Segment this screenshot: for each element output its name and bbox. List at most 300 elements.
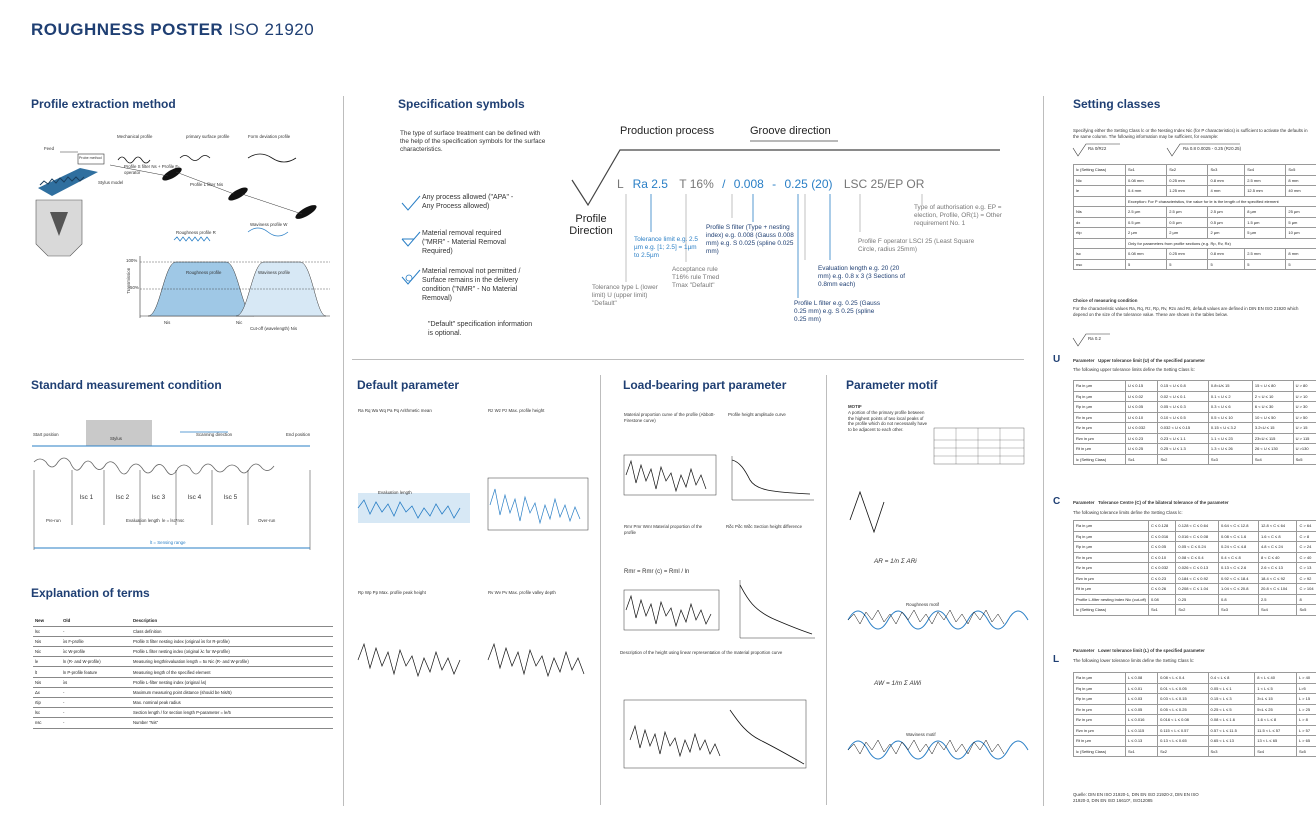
setting-base-row-cell: 5 [1286, 259, 1316, 270]
setting-base-row-cell [1074, 238, 1126, 249]
default-rp: Rp Wp Pp Max. profile peak height [358, 590, 426, 595]
l-row-cell: Sc2 [1158, 746, 1208, 757]
setting-base-row-cell: 2 µm [1167, 228, 1208, 239]
label-nis: Nis [164, 320, 171, 325]
terms-row-cell: Number "Nis" [131, 718, 333, 728]
c-row-cell: C ≤ 0.032 [1148, 563, 1175, 574]
c-row [1074, 542, 1316, 553]
terms-row-cell: Profile L filter nesting index (original λc for W-profile) [131, 647, 333, 657]
u-row-cell: 0.23 < U ≤ 1.1 [1158, 433, 1208, 444]
setting-base-row-cell: 5 [1126, 259, 1167, 270]
setting-base-row-cell: rtip [1074, 228, 1126, 239]
c-row-cell: C ≤ 0.23 [1148, 573, 1175, 584]
u-row-cell: U ≤ 0.02 [1126, 391, 1158, 402]
setting-base-row-cell: 5 [1208, 259, 1245, 270]
c-head [1073, 500, 1229, 506]
u-row-cell: 6 < U ≤ 30 [1252, 402, 1293, 413]
u-row [1074, 433, 1316, 444]
label-overrun: Over-run [258, 518, 276, 523]
sym-T: T 16% [679, 177, 714, 191]
setting-sym1: Ra 0/Rz2 [1088, 146, 1107, 151]
c-row [1074, 573, 1316, 584]
u-row-cell: 0.25 < U ≤ 1.3 [1158, 444, 1208, 455]
spec-tol-limit: Tolerance limit e.g. 2.5 µm e.g. [1; 2.5] = 1µm to 2.5µm [634, 236, 698, 259]
c-row-cell: Sc3 [1219, 605, 1259, 616]
l-row-cell: 13 < L ≤ 65 [1255, 736, 1297, 747]
u-row-cell: Rzx in µm [1074, 433, 1126, 444]
setting-base-row [1074, 238, 1316, 249]
u-row [1074, 454, 1316, 465]
setting-base-row-cell: 0.5 µm [1126, 217, 1167, 228]
terms-row-cell: - [61, 698, 131, 708]
c-row-cell: 8 < C ≤ 40 [1258, 552, 1297, 563]
c-row-cell: 0.24 < C ≤ 4.8 [1219, 542, 1259, 553]
label-U: U [1053, 354, 1061, 365]
heading-setting-classes: Setting classes [1073, 97, 1161, 111]
label-form-deviation: Form deviation profile [248, 134, 291, 139]
terms-row-cell: Profile S filter nesting index (original λs for R-profile) [131, 636, 333, 646]
spec-f-op: Profile F operator LSCI 25 (Least Square Circle, radius 25mm) [858, 238, 975, 253]
spec-tol-type: Tolerance type L (lower limit) U (upper limit) "Default" [592, 284, 658, 307]
l-row-cell: 1.6 < L ≤ 8 [1255, 715, 1297, 726]
spec-mrr-text: Material removal required ("MRR" - Material Removal Required) [422, 230, 506, 255]
c-row-cell: 18.4 < C ≤ 92 [1258, 573, 1297, 584]
l-row-cell: L ≤ 0.01 [1126, 683, 1158, 694]
c-row-cell: 0.128 < C ≤ 0.64 [1176, 521, 1219, 532]
setting-base-row-cell: Sc2 [1167, 165, 1208, 176]
u-row-cell: 23<U ≤ 115 [1252, 433, 1293, 444]
setting-base-row [1074, 165, 1316, 176]
u-row-cell: U > 50 [1293, 412, 1316, 423]
motif-title: MOTIF [848, 404, 862, 409]
c-row-cell: 0.08 < C ≤ 0.4 [1176, 552, 1219, 563]
u-row-cell: 0.032 < U ≤ 0.15 [1158, 423, 1208, 434]
setting-sym2: Ra 0.8 0.0025 - 0.25 (Rz0.25) [1183, 146, 1242, 151]
u-row-cell: U ≤ 0.05 [1126, 402, 1158, 413]
label-seg1: lsc 1 [80, 494, 94, 501]
u-row-cell: Sc5 [1293, 454, 1316, 465]
spec-groove: Groove direction [750, 125, 831, 137]
c-row [1074, 552, 1316, 563]
setting-base-row-cell: 5 [1245, 259, 1286, 270]
l-row-cell: L > 65 [1296, 736, 1316, 747]
c-row-cell: 0.64 < C ≤ 12.8 [1219, 521, 1259, 532]
setting-sym3: Ra 0.2 [1088, 336, 1101, 341]
setting-base-row-cell: Only for parameters from profile sections (e.g. Rp, Rv, Rz) [1126, 238, 1316, 249]
u-row [1074, 391, 1316, 402]
u-row-cell: 1.1 < U ≤ 23 [1208, 433, 1252, 444]
label-traverse: lt = Sensing range [150, 540, 186, 545]
c-row-cell: 0.05 < C ≤ 0.24 [1176, 542, 1219, 553]
spec-l-filter: Profile L filter e.g. 0.25 (Gauss 0.25 mm) e.g. S 0.25 (spline 0.25 mm) [794, 300, 881, 323]
label-100pct: 100% [126, 258, 138, 263]
setting-base-row-cell: nsc [1074, 259, 1126, 270]
l-row-cell: L ≤ 0.016 [1126, 715, 1158, 726]
terms-row-cell: ln P-profile feature [61, 667, 131, 677]
c-row-cell: Rq in µm [1074, 531, 1149, 542]
spec-eval-len: Evaluation length e.g. 20 (20 mm) e.g. 0.8 x 3 (3 Sections of 0.8mm each) [818, 265, 906, 288]
label-50pct: 50% [130, 285, 139, 290]
l-row-cell: 0.03 < L ≤ 0.15 [1158, 694, 1208, 705]
setting-base-row-cell: 0.08 mm [1126, 175, 1167, 186]
label-feed: Feed [44, 146, 55, 151]
c-row-cell: 0.92 < C ≤ 18.4 [1219, 573, 1259, 584]
setting-base-row-cell: 0.5 µm [1167, 217, 1208, 228]
l-row [1074, 725, 1316, 736]
u-row-cell: 0.1 < U ≤ 2 [1208, 391, 1252, 402]
u-row-cell: 2 < U ≤ 10 [1252, 391, 1293, 402]
c-row-cell: lc (Setting Class) [1074, 605, 1149, 616]
c-row-cell: 0.25 [1176, 594, 1219, 605]
setting-base-row-cell: 4 mm [1208, 186, 1245, 197]
c-row-cell: 0.13 < C ≤ 2.6 [1219, 563, 1259, 574]
label-transmission: Transmission [126, 267, 132, 294]
setting-base-row-cell: 5 [1167, 259, 1208, 270]
l-head-desc: Lower tolerance limit (L) of the specified parameter [1098, 648, 1205, 653]
heading-specification-symbols: Specification symbols [398, 97, 525, 111]
u-row-cell: 0.15 < U ≤ 0.8 [1158, 381, 1208, 392]
u-row [1074, 423, 1316, 434]
setting-intro: Specifying either the Setting Class lc or the Nesting Index Nic (for P characteristics) is sufficient to activate the defaults in the same column. The following information may be sufficient, for example: [1073, 128, 1308, 139]
spec-auth: Type of authorisation e.g. EP = election, Profile, OR(1) = Other requirement No. 1 [914, 204, 1002, 227]
u-row-cell: Ra in µm [1074, 381, 1126, 392]
u-row-cell: U ≤ 0.15 [1126, 381, 1158, 392]
u-row-cell: Rz in µm [1074, 423, 1126, 434]
load-rmr-formula: Rmr = Rmr (c) = Rml / ln [624, 569, 690, 575]
l-row [1074, 746, 1316, 757]
c-row-cell: C > 13 [1297, 563, 1316, 574]
spec-intro: The type of surface treatment can be defined with the help of the specification symbols for the surface characteristics. [400, 130, 546, 153]
page-title-main: ROUGHNESS POSTER [31, 20, 224, 39]
c-row-cell: C > 92 [1297, 573, 1316, 584]
c-row-cell: 4.8 < C ≤ 24 [1258, 542, 1297, 553]
setting-base-row-cell: 0.25 mm [1167, 249, 1208, 260]
l-row-cell: L>5 [1296, 683, 1316, 694]
motif-aw-formula: AW = 1/m Σ AWi [874, 680, 922, 687]
sym-lsc: LSC 25/EP OR [843, 177, 925, 191]
l-row-cell: Sc1 [1126, 746, 1158, 757]
l-row-cell: 0.05 < L ≤ 0.25 [1158, 704, 1208, 715]
c-row-cell: C ≤ 0.016 [1148, 531, 1175, 542]
setting-base-row-cell: 0.25 mm [1167, 175, 1208, 186]
c-table [1073, 520, 1316, 616]
u-row-cell: 3.2<U ≤ 15 [1252, 423, 1293, 434]
c-row-cell: 2.5 [1258, 594, 1297, 605]
c-row-cell: 0.016 < C ≤ 0.08 [1176, 531, 1219, 542]
u-row-cell: lc (Setting Class) [1074, 454, 1126, 465]
setting-base-row [1074, 259, 1316, 270]
load-rk-text: Description of the height using linear representation of the material proportion curve [620, 650, 783, 655]
spec-apa-text: Any process allowed ("APA" - Any Process allowed) [422, 194, 514, 210]
label-scan-direction: Scanning direction [196, 432, 233, 437]
setting-base-row [1074, 249, 1316, 260]
label-tip: Stylus model [98, 180, 124, 185]
c-row [1074, 531, 1316, 542]
u-row-cell: Sc3 [1208, 454, 1252, 465]
l-row [1074, 694, 1316, 705]
default-eval-label: Evaluation length [378, 490, 412, 495]
sym-l-filter: 0.25 (20) [784, 177, 833, 191]
terms-row-cell: Measuring length of the specified element [131, 667, 333, 677]
terms-row-cell: lsc [33, 626, 61, 636]
spec-accept: Acceptance rule T16% rule Tmed Tmax "Default" [672, 266, 720, 289]
l-row-cell: 0.08 < L ≤ 0.4 [1158, 673, 1208, 684]
u-row [1074, 412, 1316, 423]
motif-text: A portion of the primary profile between the highest points of two local peaks of the profile which do not necessarily have to be adjacent to each other. [848, 410, 928, 432]
c-row-cell: 1.04 < C ≤ 20.8 [1219, 584, 1259, 595]
l-row-cell: L ≤ 0.115 [1126, 725, 1158, 736]
u-row-cell: 0.05 < U ≤ 0.3 [1158, 402, 1208, 413]
c-row-cell: C ≤ 0.26 [1148, 584, 1175, 595]
spec-production: Production process [620, 125, 715, 137]
u-row-cell: U > 30 [1293, 402, 1316, 413]
setting-base-row-cell: 2.5 µm [1167, 207, 1208, 218]
setting-base-row-cell: Nic [1074, 175, 1126, 186]
label-seg5: lsc 5 [224, 494, 238, 501]
l-row-cell: lc (Setting Class) [1074, 746, 1126, 757]
c-row-cell: Rv in µm [1074, 552, 1149, 563]
l-row-cell: 0.08 < L ≤ 1.6 [1208, 715, 1255, 726]
terms-row-cell: - [61, 626, 131, 636]
l-row [1074, 736, 1316, 747]
label-cutoff: Cut-off (wavelength) Nis [250, 326, 298, 331]
l-row-cell: Ra in µm [1074, 673, 1126, 684]
setting-base-row [1074, 228, 1316, 239]
u-row [1074, 381, 1316, 392]
u-row-cell: U > 115 [1293, 433, 1316, 444]
c-head-desc: Tolerance Centre (C) of the bilateral tolerance of the parameter [1098, 500, 1229, 505]
terms-row-cell: - [61, 708, 131, 718]
c-row-cell: 0.026 < C ≤ 0.13 [1176, 563, 1219, 574]
setting-base-row-cell: 2.5 µm [1126, 207, 1167, 218]
c-row-cell: Ra in µm [1074, 521, 1149, 532]
c-row-cell: 12.8 < C ≤ 64 [1258, 521, 1297, 532]
terms-row-cell: Nis [33, 677, 61, 687]
motif-rm-label: Roughness motif [906, 602, 939, 607]
heading-explanation-terms: Explanation of terms [31, 586, 150, 600]
c-row-cell: 0.08 < C ≤ 1.6 [1219, 531, 1259, 542]
setting-base-row-cell: 0.8 mm [1208, 249, 1245, 260]
l-row-cell: Rv in µm [1074, 704, 1126, 715]
c-row-cell: 0.8 [1219, 594, 1259, 605]
u-table [1073, 380, 1316, 465]
c-row-cell: C ≤ 0.05 [1148, 542, 1175, 553]
u-row-cell: 0.02 < U ≤ 0.1 [1158, 391, 1208, 402]
c-row-cell: Profile L-filter nesting index Nic (cut-off) [1074, 594, 1149, 605]
u-row-cell: 15 < U ≤ 80 [1252, 381, 1293, 392]
u-row-cell: Rt in µm [1074, 444, 1126, 455]
c-row [1074, 563, 1316, 574]
setting-base-row [1074, 196, 1316, 207]
l-row-cell: 0.57 < L ≤ 11.5 [1208, 725, 1255, 736]
spec-nmr-text: Material removal not permitted / Surface remains in the delivery condition ("NMR" - No Material Removal) [422, 268, 521, 302]
sym-Ra: Ra 2.5 [632, 177, 668, 191]
spec-s-filter: Profile S filter (Type + nesting index) e.g. 0.008 (Gauss 0.008 mm) e.g. S 0.025 (spline 0.025 mm) [706, 224, 794, 255]
u-row-cell: 1.3 < U ≤ 26 [1208, 444, 1252, 455]
setting-base-row-cell: 12.5 mm [1245, 186, 1286, 197]
label-l-filter: Profile L filter Nis [190, 182, 224, 187]
u-row [1074, 444, 1316, 455]
label-waviness-box: Waviness profile [258, 270, 291, 275]
l-row-cell: 0.25 < L ≤ 5 [1208, 704, 1255, 715]
terms-row-cell: - [61, 687, 131, 697]
l-row-cell: 0.65 < L ≤ 13 [1208, 736, 1255, 747]
choice-title: Choice of measuring condition [1073, 298, 1138, 303]
c-row-cell: 2.6 < C ≤ 13 [1258, 563, 1297, 574]
l-row-cell: 0.4 < L ≤ 8 [1208, 673, 1255, 684]
label-L: L [1053, 654, 1060, 665]
u-row-cell: U >130 [1293, 444, 1316, 455]
c-row-cell: Sc4 [1258, 605, 1297, 616]
sym-slash: / [722, 177, 726, 191]
terms-header-description: Description [131, 616, 333, 626]
spec-profile-direction: Profile Direction [569, 213, 613, 237]
setting-base-row [1074, 207, 1316, 218]
setting-source: Quelle: DIN EN ISO 21920-1, DIN EN ISO 21920-2, DIN EN ISO 21920-3, DIN EN ISO 16610*, ISO12085 [1073, 792, 1199, 803]
setting-base-row-cell: 1.5 µm [1245, 217, 1286, 228]
l-row-cell: 0.15 < L ≤ 3 [1208, 694, 1255, 705]
u-row-cell: U > 80 [1293, 381, 1316, 392]
l-row-cell: L ≤ 0.08 [1126, 673, 1158, 684]
u-row-cell: U ≤ 0.25 [1126, 444, 1158, 455]
terms-row-cell: Class definition [131, 626, 333, 636]
sym-s-filter: 0.008 [733, 177, 764, 191]
motif-wm-label: Waviness motif [906, 732, 936, 737]
load-rmr-text: Rmr Pmr Wmr Material proportion of the profile [624, 524, 703, 535]
terms-row-cell: Maximum measuring point distance (should be Nis/5) [131, 687, 333, 697]
label-mech-profile: Mechanical profile [117, 134, 153, 139]
u-row-cell: U > 10 [1293, 391, 1316, 402]
l-row-cell: Sc5 [1296, 746, 1316, 757]
label-C: C [1053, 496, 1061, 507]
label-end: End position [286, 432, 311, 437]
label-seg4: lsc 4 [188, 494, 202, 501]
terms-row-cell: nsc [33, 718, 61, 728]
c-row-cell: Sc1 [1148, 605, 1175, 616]
u-row-cell: U > 15 [1293, 423, 1316, 434]
setting-base-row-cell: Sc1 [1126, 165, 1167, 176]
l-row [1074, 715, 1316, 726]
c-row-cell: 0.208 < C ≤ 1.04 [1176, 584, 1219, 595]
setting-base-row-cell: 2 µm [1208, 228, 1245, 239]
c-row-cell: 0.4 < C ≤ 8 [1219, 552, 1259, 563]
l-row-cell: 0.115 < L ≤ 0.57 [1158, 725, 1208, 736]
setting-base-row-cell: Exception: For P characteristics, the value for le is the length of the specified element [1126, 196, 1316, 207]
setting-base-row-cell: 8 mm [1286, 249, 1316, 260]
page-title-standard: ISO 21920 [228, 20, 315, 39]
setting-base-row-cell: 40 mm [1286, 186, 1316, 197]
u-row-cell: 0.3 < U ≤ 6 [1208, 402, 1252, 413]
c-row-cell: Rz in µm [1074, 563, 1149, 574]
u-row-cell: 10 < U ≤ 50 [1252, 412, 1293, 423]
label-primary-profile: primary surface profile [186, 134, 230, 139]
l-row-cell: L ≤ 0.05 [1126, 704, 1158, 715]
l-row-cell: Rq in µm [1074, 683, 1126, 694]
label-nic: Nic [236, 320, 243, 325]
c-row-cell: Rzx in µm [1074, 573, 1149, 584]
setting-base-row-cell: 0.5 µm [1208, 217, 1245, 228]
label-prerun: Pre-run [46, 518, 61, 523]
l-row-cell: L > 25 [1296, 704, 1316, 715]
setting-base-row-cell: 10 µm [1286, 228, 1316, 239]
l-row-cell: 0.13 < L ≤ 0.65 [1158, 736, 1208, 747]
l-row-cell: Sc4 [1255, 746, 1297, 757]
terms-row-cell: λs F-profile [61, 636, 131, 646]
label-seg3: lsc 3 [152, 494, 166, 501]
terms-row-cell: rtip [33, 698, 61, 708]
load-rdc-text: Rδc Pδc Wδc Section height difference [726, 524, 803, 529]
label-evaluation: Evaluation length [126, 518, 160, 523]
u-sub: The following upper tolerance limits define the Setting Class lc: [1073, 367, 1196, 372]
setting-base-row [1074, 186, 1316, 197]
label-roughness-r: Roughness profile R [176, 230, 216, 235]
l-row-cell: 0.016 < L ≤ 0.08 [1158, 715, 1208, 726]
setting-base-row-cell: 5 µm [1286, 217, 1316, 228]
terms-row-cell: lsc [33, 708, 61, 718]
setting-base-row [1074, 217, 1316, 228]
c-row-cell: 0.184 < C ≤ 0.92 [1176, 573, 1219, 584]
setting-base-row-cell: 2.5 µm [1208, 207, 1245, 218]
u-row-cell: 0.8<U≤ 15 [1208, 381, 1252, 392]
setting-base-row-cell: 8 mm [1286, 175, 1316, 186]
c-row-cell: C > 40 [1297, 552, 1316, 563]
c-sub: The following tolerance limits define the Setting Class lc: [1073, 510, 1183, 515]
motif-ar-formula: AR = 1/n Σ ARi [874, 558, 917, 565]
label-formula: le = lsc*nsc [162, 518, 185, 523]
label-start: Start position [33, 432, 59, 437]
u-row-cell: 0.5 < U ≤ 10 [1208, 412, 1252, 423]
setting-base-row-cell: Sc3 [1208, 165, 1245, 176]
c-row-cell: Rt in µm [1074, 584, 1149, 595]
default-rz: Rz Wz Pz Max. profile height [488, 408, 545, 413]
load-curve-text: Material proportion curve of the profile (Abbott-Firestone curve) [624, 412, 715, 423]
default-ra: Ra Rq Wa Wq Pa Pq Arithmetic mean [358, 408, 432, 413]
l-row-cell: 8 < L ≤ 40 [1255, 673, 1297, 684]
heading-parameter-motif: Parameter motif [846, 378, 938, 392]
l-row-cell: L > 8 [1296, 715, 1316, 726]
c-row-cell: Sc5 [1297, 605, 1316, 616]
terms-row-cell: Profile L-filter nesting index (original λs) [131, 677, 333, 687]
c-row-cell: 0.08 [1148, 594, 1175, 605]
c-row-cell: C > 64 [1297, 521, 1316, 532]
u-row-cell: Rp in µm [1074, 402, 1126, 413]
terms-row-cell: λc W-profile [61, 647, 131, 657]
u-row-cell: U ≤ 0.032 [1126, 423, 1158, 434]
terms-row-cell: Δx [33, 687, 61, 697]
setting-base-row-cell: 1.25 mm [1167, 186, 1208, 197]
c-row-cell: Sc2 [1176, 605, 1219, 616]
terms-row-cell: λs [61, 677, 131, 687]
setting-base-table [1073, 164, 1316, 270]
l-row [1074, 683, 1316, 694]
u-row [1074, 402, 1316, 413]
u-row-cell: 0.15 < U ≤ 3.2 [1208, 423, 1252, 434]
terms-row-cell: le [33, 657, 61, 667]
terms-row-cell: - [61, 718, 131, 728]
heading-load-bearing: Load-bearing part parameter [623, 378, 787, 392]
label-stylus: Stylus [110, 436, 122, 441]
heading-standard-measurement: Standard measurement condition [31, 378, 222, 392]
u-row-cell: U ≤ 0.10 [1126, 412, 1158, 423]
c-row-cell: C > 104 [1297, 584, 1316, 595]
c-row-cell: 20.8 < C ≤ 104 [1258, 584, 1297, 595]
label-seg2: lsc 2 [116, 494, 130, 501]
c-row-cell: C > 8 [1297, 531, 1316, 542]
u-head-param: Parameter [1073, 358, 1095, 363]
c-row-cell: 1.6 < C ≤ 8 [1258, 531, 1297, 542]
setting-base-row-cell: Sc5 [1286, 165, 1316, 176]
sym-dash: - [772, 177, 777, 191]
